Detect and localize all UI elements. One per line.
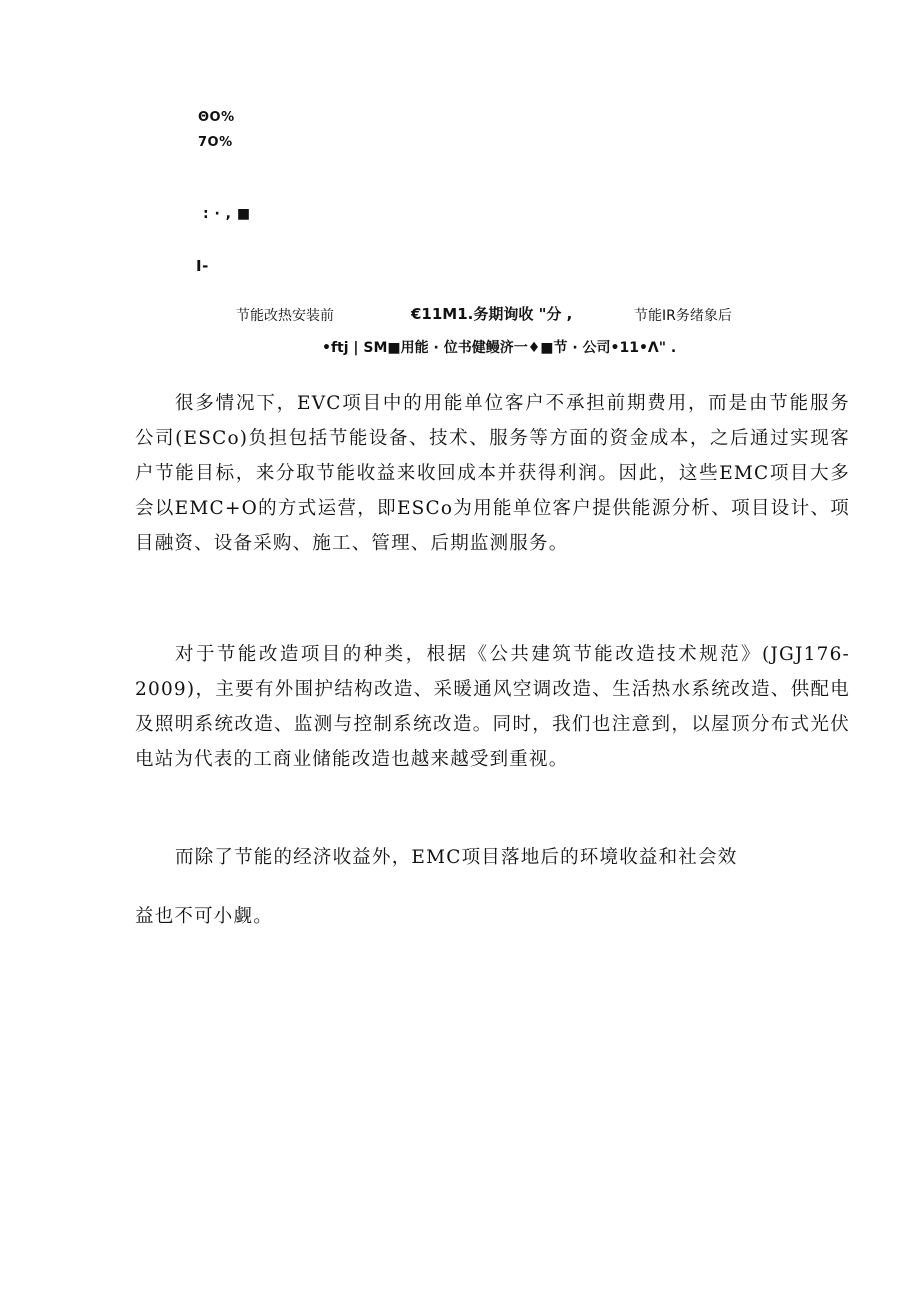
paragraph-retrofit-types: 对于节能改造项目的种类，根据《公共建筑节能改造技术规范》(JGJ176-2009)，主要有外围护结构改造、采暖通风空调改造、生活热水系统改造、供配电及照明系统改造、监测与控制系统改造。同时，我们也注意到，以屋顶分布式光伏电站为代表的工商业储能改造也越来越受到重视。 <box>135 644 850 770</box>
figure-label-after: 节能IR务绪象后 <box>634 308 732 324</box>
figure-marker-row: : · , ■ <box>203 206 251 222</box>
figure-label-middle: €11M1.务期询收 "分 , <box>411 305 573 323</box>
figure-tick-top: ΘO% <box>198 110 235 125</box>
figure-label-before: 节能改热安装前 <box>236 308 334 324</box>
figure-marker-short: I- <box>196 257 209 275</box>
figure-caption: •ftj | SM■用能 · 位书健鳗济一♦■节 · 公司•11•Λ" . <box>322 340 677 356</box>
figure-tick-second: 7O% <box>198 135 233 150</box>
paragraph-benefits-line2: 益也不可小觑。 <box>135 906 273 927</box>
paragraph-benefits-line1: 而除了节能的经济收益外，EMC项目落地后的环境收益和社会效 <box>175 847 738 868</box>
paragraph-emc-operation: 很多情况下，EVC项目中的用能单位客户不承担前期费用，而是由节能服务公司(ESCo)负担包括节能设备、技术、服务等方面的资金成本，之后通过实现客户节能目标，来分取节能收益来收回成本并获得利润。因此，这些EMC项目大多会以EMC+O的方式运营，即ESCo为用能单位客户提供能源分析、项目设计、项目融资、设备采购、施工、管理、后期监测服务。 <box>135 393 850 554</box>
